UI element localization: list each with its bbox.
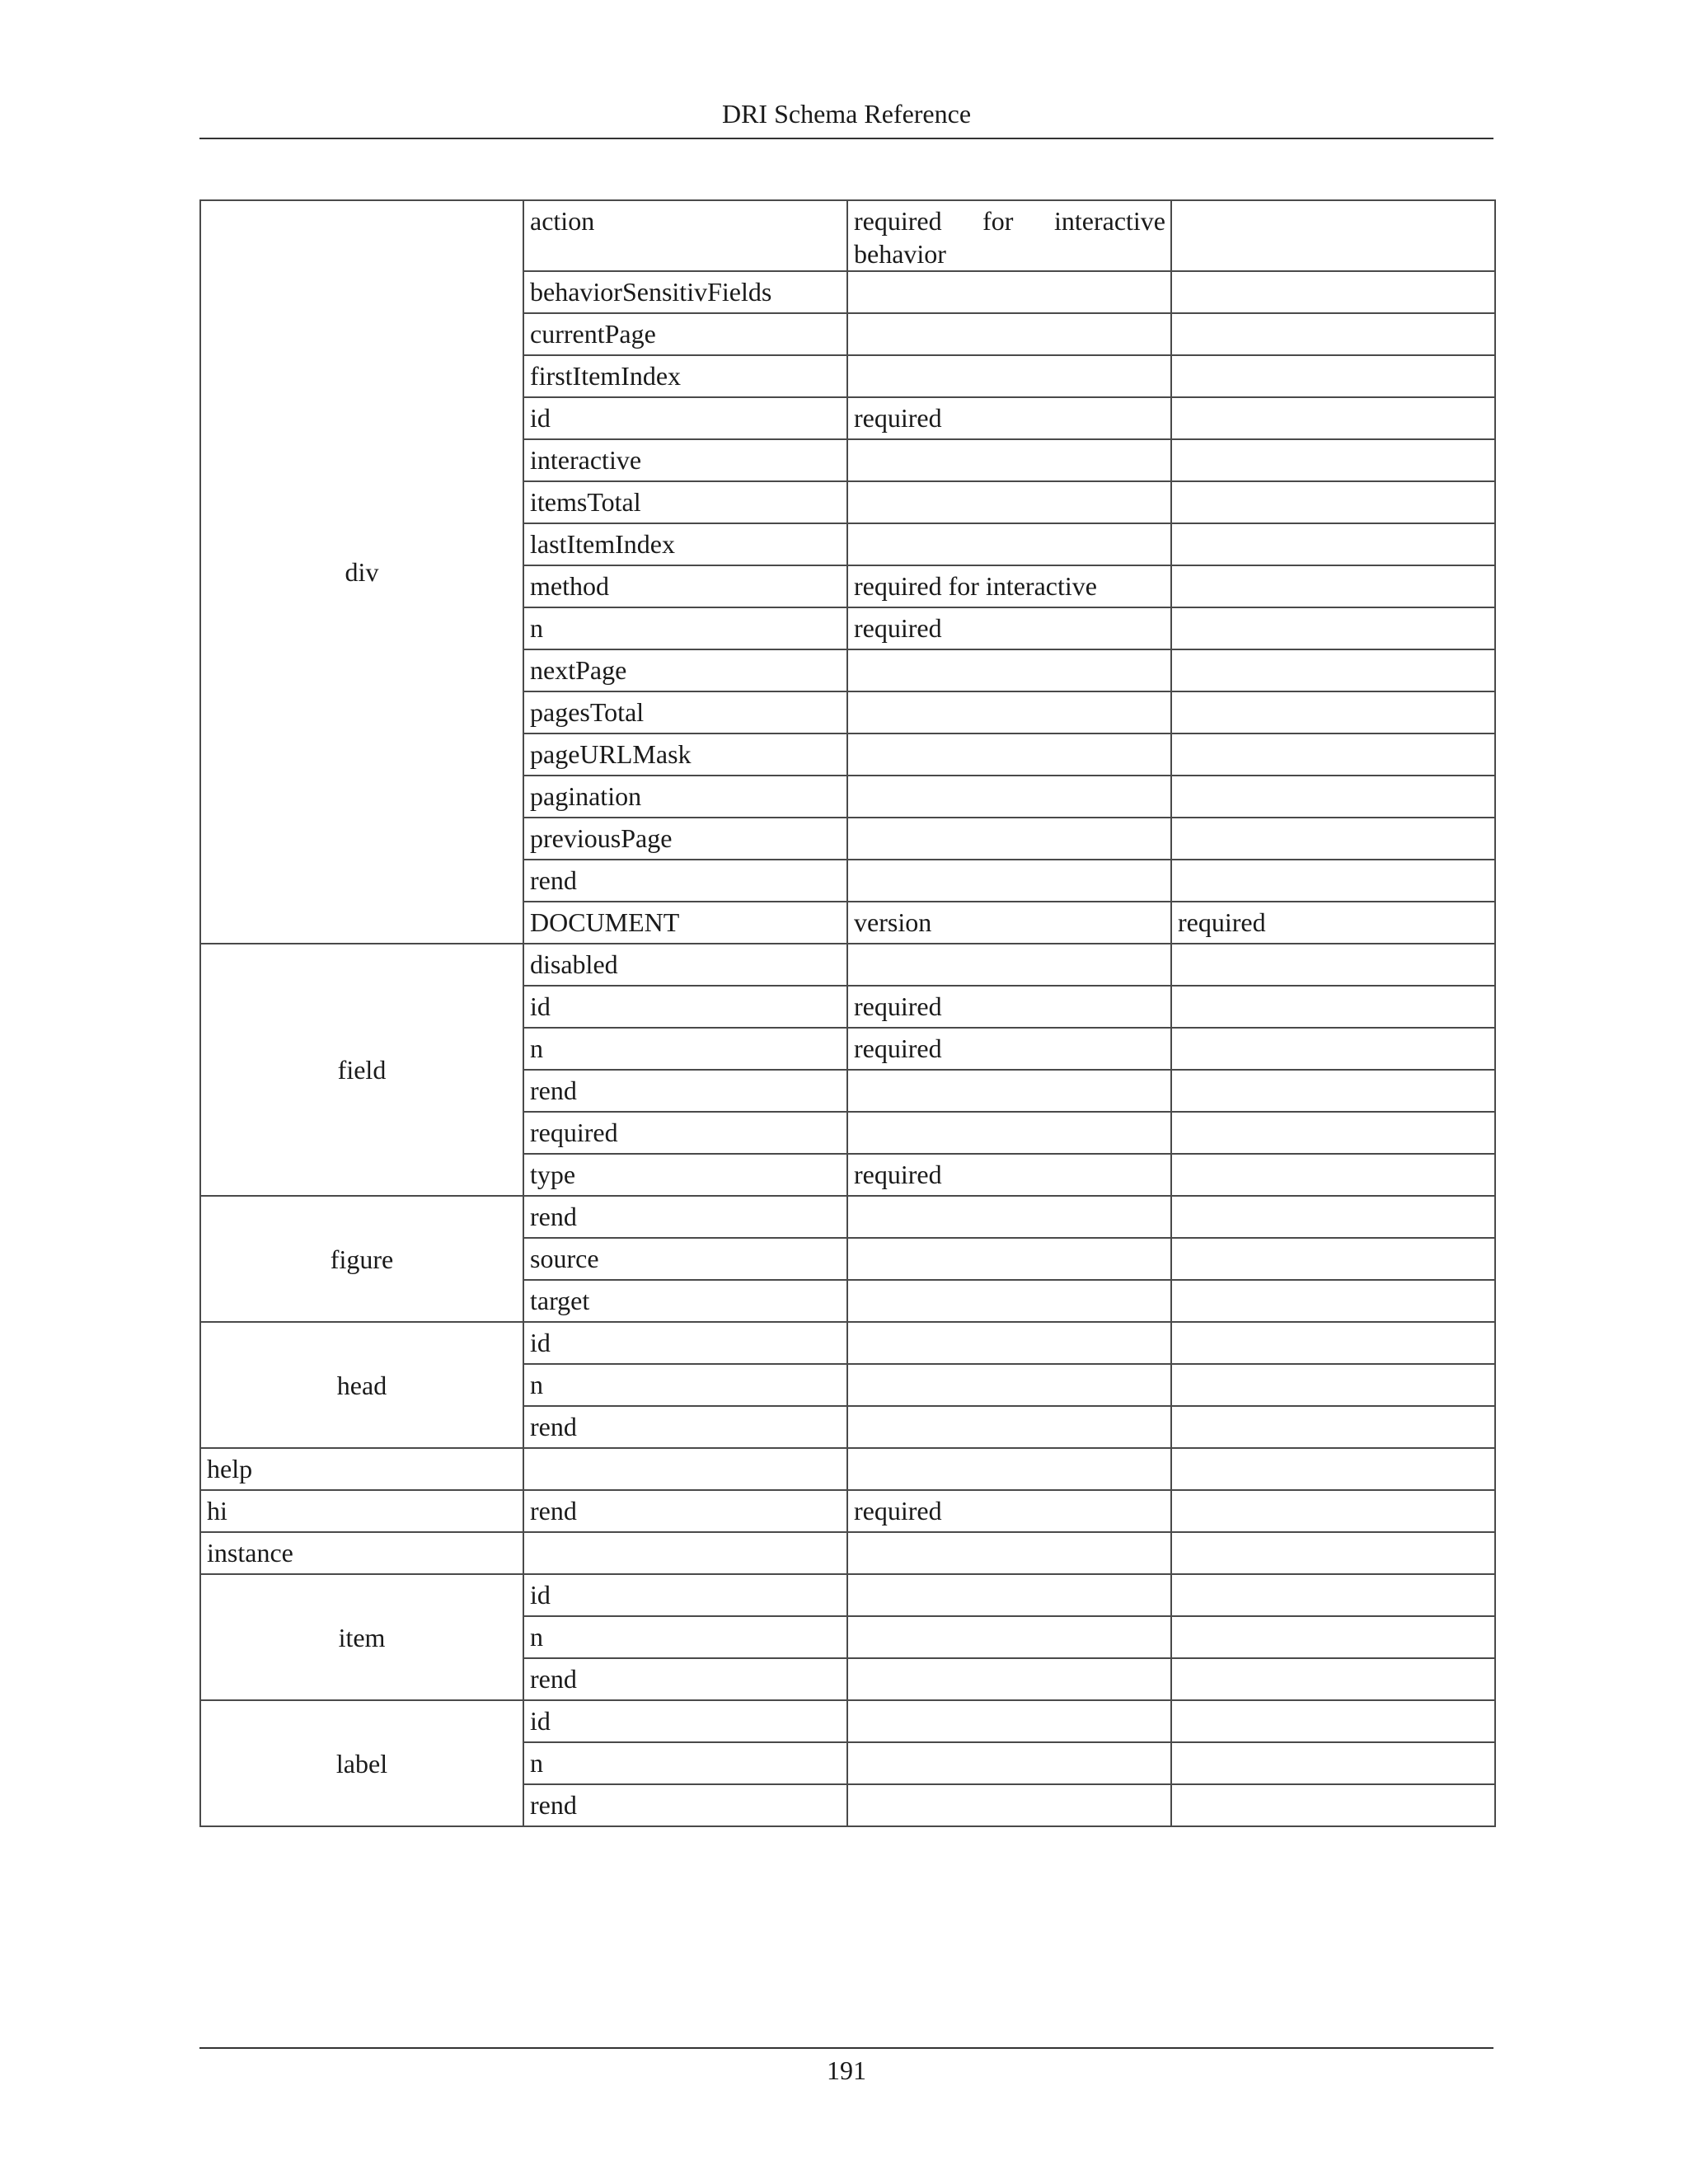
element-name-cell: hi bbox=[200, 1490, 523, 1532]
note-cell bbox=[1171, 200, 1495, 271]
attribute-cell: required bbox=[523, 1112, 847, 1154]
requirement-cell bbox=[847, 1616, 1171, 1658]
attribute-cell: id bbox=[523, 1322, 847, 1364]
note-cell bbox=[1171, 565, 1495, 607]
requirement-cell bbox=[847, 481, 1171, 523]
attribute-cell: method bbox=[523, 565, 847, 607]
page-number: 191 bbox=[827, 2055, 866, 2085]
attribute-cell: nextPage bbox=[523, 649, 847, 691]
table-row bbox=[200, 1490, 1495, 1532]
requirement-cell: required bbox=[847, 1490, 1171, 1532]
note-cell bbox=[1171, 691, 1495, 733]
note-cell bbox=[1171, 1700, 1495, 1742]
attribute-cell: pagination bbox=[523, 776, 847, 818]
attribute-cell: rend bbox=[523, 1490, 847, 1532]
note-cell bbox=[1171, 439, 1495, 481]
attribute-cell: n bbox=[523, 1364, 847, 1406]
note-cell bbox=[1171, 1448, 1495, 1490]
requirement-cell bbox=[847, 1280, 1171, 1322]
requirement-cell bbox=[847, 439, 1171, 481]
note-cell bbox=[1171, 1574, 1495, 1616]
attribute-cell: behaviorSensitivFields bbox=[523, 271, 847, 313]
attribute-cell: n bbox=[523, 1742, 847, 1784]
note-cell bbox=[1171, 1070, 1495, 1112]
note-cell bbox=[1171, 944, 1495, 986]
attribute-cell: rend bbox=[523, 1196, 847, 1238]
requirement-cell: required for interactive bbox=[847, 565, 1171, 607]
element-name-cell: figure bbox=[200, 1196, 523, 1322]
table-row bbox=[200, 1196, 1495, 1238]
note-cell bbox=[1171, 1364, 1495, 1406]
note-cell bbox=[1171, 271, 1495, 313]
note-cell bbox=[1171, 860, 1495, 902]
requirement-cell bbox=[847, 313, 1171, 355]
requirement-cell bbox=[847, 1238, 1171, 1280]
attribute-cell: DOCUMENT bbox=[523, 902, 847, 944]
requirement-cell bbox=[847, 1448, 1171, 1490]
attribute-cell: rend bbox=[523, 860, 847, 902]
attribute-cell: pageURLMask bbox=[523, 733, 847, 776]
note-cell bbox=[1171, 1616, 1495, 1658]
attribute-cell: id bbox=[523, 986, 847, 1028]
note-cell bbox=[1171, 1154, 1495, 1196]
requirement-cell bbox=[847, 523, 1171, 565]
attribute-cell: rend bbox=[523, 1658, 847, 1700]
note-cell bbox=[1171, 313, 1495, 355]
note-cell bbox=[1171, 1658, 1495, 1700]
attribute-cell: pagesTotal bbox=[523, 691, 847, 733]
attribute-cell: disabled bbox=[523, 944, 847, 986]
attribute-cell: lastItemIndex bbox=[523, 523, 847, 565]
note-cell bbox=[1171, 397, 1495, 439]
note-cell bbox=[1171, 523, 1495, 565]
note-cell bbox=[1171, 481, 1495, 523]
note-cell bbox=[1171, 355, 1495, 397]
note-cell bbox=[1171, 1406, 1495, 1448]
requirement-cell: required bbox=[847, 397, 1171, 439]
schema-table bbox=[199, 199, 1496, 1827]
element-name-cell: item bbox=[200, 1574, 523, 1700]
requirement-cell: required for interactive behavior bbox=[847, 200, 1171, 271]
attribute-cell: itemsTotal bbox=[523, 481, 847, 523]
requirement-cell bbox=[847, 1196, 1171, 1238]
requirement-cell bbox=[847, 1112, 1171, 1154]
note-cell bbox=[1171, 649, 1495, 691]
table-row bbox=[200, 200, 1495, 271]
attribute-cell: source bbox=[523, 1238, 847, 1280]
requirement-cell: required bbox=[847, 607, 1171, 649]
requirement-cell bbox=[847, 1658, 1171, 1700]
table-row bbox=[200, 1574, 1495, 1616]
attribute-cell: n bbox=[523, 1028, 847, 1070]
attribute-cell: id bbox=[523, 1700, 847, 1742]
requirement-cell bbox=[847, 818, 1171, 860]
attribute-cell: id bbox=[523, 397, 847, 439]
table-row bbox=[200, 1700, 1495, 1742]
attribute-cell: id bbox=[523, 1574, 847, 1616]
requirement-cell: required bbox=[847, 986, 1171, 1028]
table-row bbox=[200, 1448, 1495, 1490]
attribute-cell: rend bbox=[523, 1406, 847, 1448]
requirement-cell bbox=[847, 733, 1171, 776]
schema-table-body bbox=[200, 200, 1495, 1826]
note-cell bbox=[1171, 1784, 1495, 1826]
note-cell bbox=[1171, 1490, 1495, 1532]
attribute-cell: currentPage bbox=[523, 313, 847, 355]
table-row bbox=[200, 1322, 1495, 1364]
note-cell bbox=[1171, 1742, 1495, 1784]
note-cell bbox=[1171, 1238, 1495, 1280]
attribute-cell: target bbox=[523, 1280, 847, 1322]
requirement-cell bbox=[847, 1364, 1171, 1406]
requirement-cell bbox=[847, 649, 1171, 691]
header-rule bbox=[199, 138, 1493, 139]
note-cell: required bbox=[1171, 902, 1495, 944]
requirement-cell bbox=[847, 1784, 1171, 1826]
requirement-cell: required bbox=[847, 1028, 1171, 1070]
requirement-cell bbox=[847, 1070, 1171, 1112]
attribute-cell: rend bbox=[523, 1784, 847, 1826]
table-row bbox=[200, 1532, 1495, 1574]
requirement-cell: required bbox=[847, 1154, 1171, 1196]
note-cell bbox=[1171, 1028, 1495, 1070]
requirement-cell bbox=[847, 1742, 1171, 1784]
element-name-cell: div bbox=[200, 200, 523, 944]
requirement-cell bbox=[847, 1322, 1171, 1364]
element-name-cell: instance bbox=[200, 1532, 523, 1574]
requirement-cell bbox=[847, 691, 1171, 733]
requirement-cell bbox=[847, 944, 1171, 986]
attribute-cell: type bbox=[523, 1154, 847, 1196]
requirement-cell bbox=[847, 271, 1171, 313]
note-cell bbox=[1171, 1532, 1495, 1574]
requirement-cell bbox=[847, 355, 1171, 397]
attribute-cell: interactive bbox=[523, 439, 847, 481]
element-name-cell: field bbox=[200, 944, 523, 1196]
table-row bbox=[200, 944, 1495, 986]
attribute-cell: n bbox=[523, 1616, 847, 1658]
note-cell bbox=[1171, 1322, 1495, 1364]
element-name-cell: head bbox=[200, 1322, 523, 1448]
note-cell bbox=[1171, 776, 1495, 818]
element-name-cell: label bbox=[200, 1700, 523, 1826]
note-cell bbox=[1171, 1280, 1495, 1322]
attribute-cell: firstItemIndex bbox=[523, 355, 847, 397]
attribute-cell: n bbox=[523, 607, 847, 649]
attribute-cell: previousPage bbox=[523, 818, 847, 860]
requirement-cell bbox=[847, 1700, 1171, 1742]
note-cell bbox=[1171, 818, 1495, 860]
requirement-cell bbox=[847, 776, 1171, 818]
note-cell bbox=[1171, 607, 1495, 649]
page-header: DRI Schema Reference bbox=[721, 99, 972, 129]
element-name-cell: help bbox=[200, 1448, 523, 1490]
attribute-cell bbox=[523, 1532, 847, 1574]
requirement-cell: version bbox=[847, 902, 1171, 944]
requirement-cell bbox=[847, 1532, 1171, 1574]
requirement-cell bbox=[847, 1406, 1171, 1448]
requirement-cell bbox=[847, 1574, 1171, 1616]
requirement-cell bbox=[847, 860, 1171, 902]
attribute-cell: action bbox=[523, 200, 847, 271]
attribute-cell bbox=[523, 1448, 847, 1490]
attribute-cell: rend bbox=[523, 1070, 847, 1112]
note-cell bbox=[1171, 1196, 1495, 1238]
note-cell bbox=[1171, 1112, 1495, 1154]
note-cell bbox=[1171, 986, 1495, 1028]
note-cell bbox=[1171, 733, 1495, 776]
